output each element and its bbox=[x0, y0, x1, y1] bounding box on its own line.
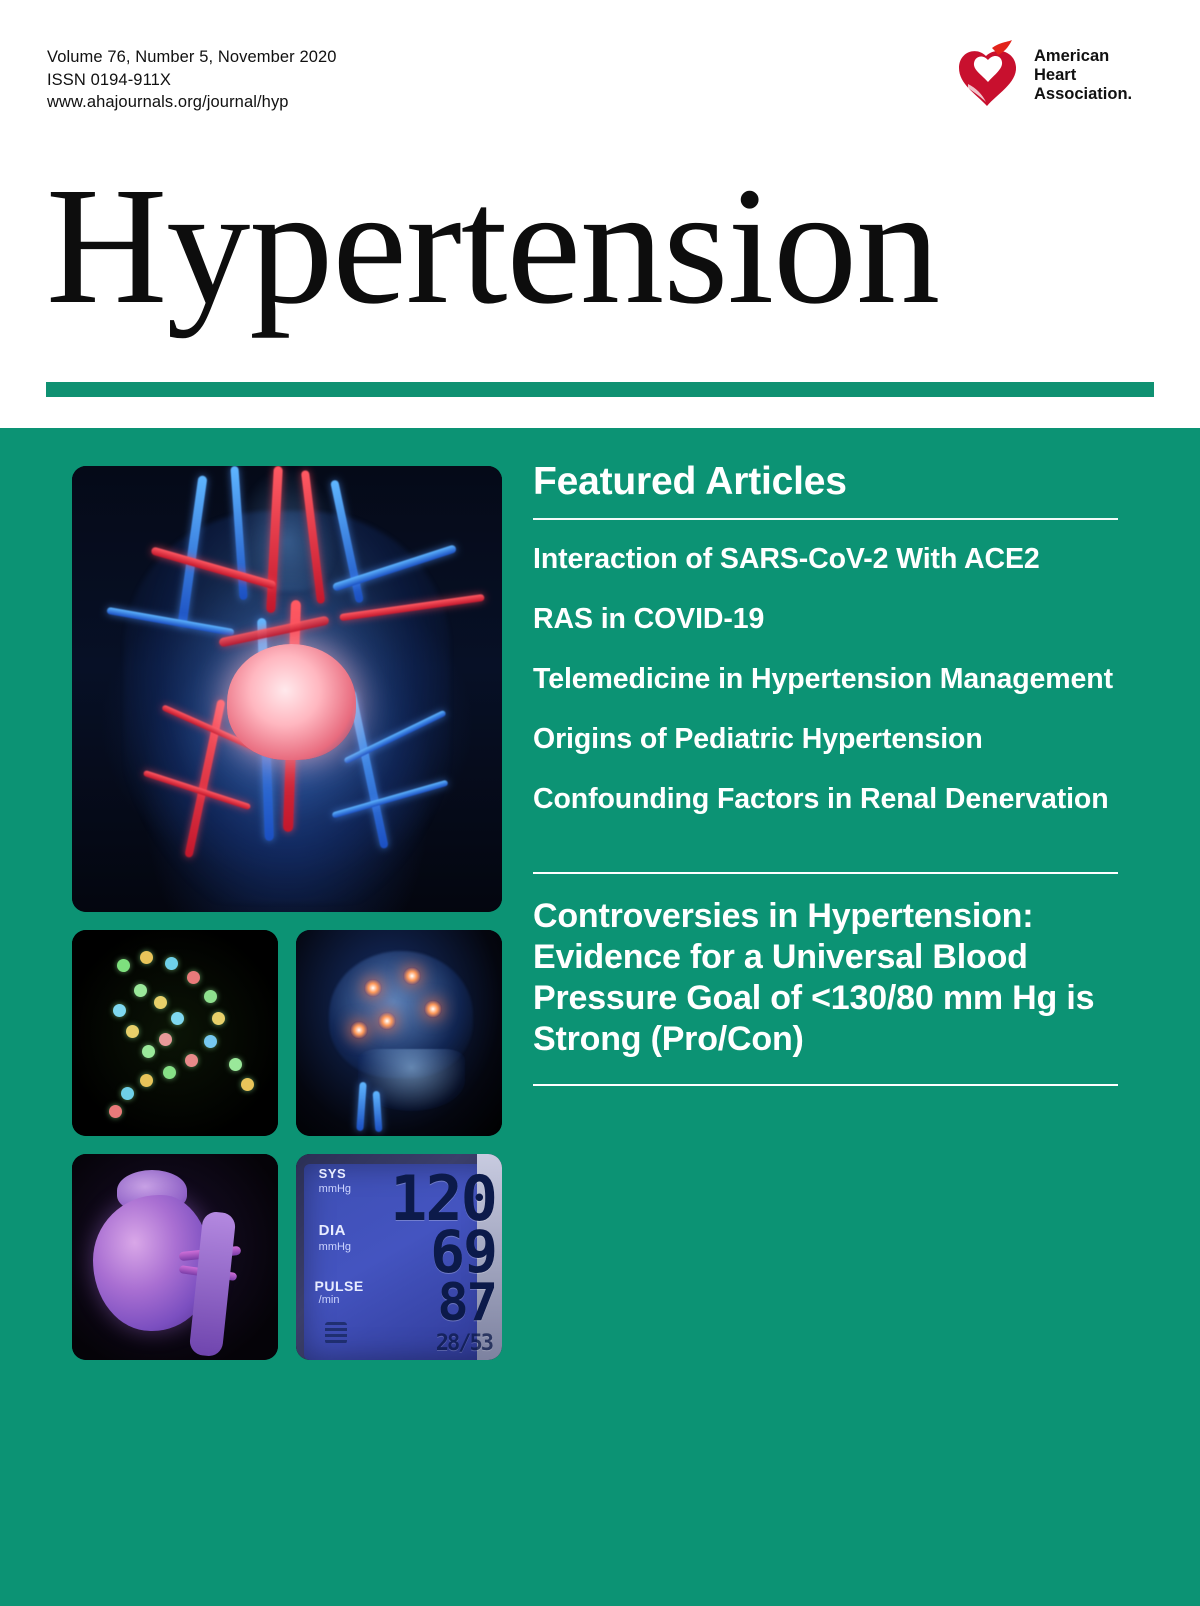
bp-pulse-label: PULSE bbox=[314, 1277, 364, 1294]
featured-articles-heading: Featured Articles bbox=[533, 460, 847, 503]
bp-dia-value: 69 bbox=[430, 1217, 496, 1286]
masthead bbox=[0, 0, 1200, 430]
featured-article-1[interactable]: Interaction of SARS-CoV-2 With ACE2 bbox=[533, 543, 1040, 575]
controversy-block bbox=[533, 872, 1121, 1086]
cover-panel bbox=[0, 428, 1200, 1606]
cover-image-grid bbox=[72, 466, 502, 1360]
title-divider bbox=[46, 382, 1154, 397]
journal-url[interactable]: www.ahajournals.org/journal/hyp bbox=[47, 93, 289, 111]
featured-article-3[interactable]: Telemedicine in Hypertension Management bbox=[533, 663, 1113, 695]
issn-line: ISSN 0194-911X bbox=[47, 70, 172, 89]
bp-pulse-value: 87 bbox=[437, 1273, 496, 1334]
page-title: Hypertension bbox=[46, 153, 940, 339]
aha-heart-torch-icon bbox=[952, 38, 1024, 112]
aha-logo-line3: Association. bbox=[1034, 84, 1133, 103]
featured-article-2[interactable]: RAS in COVID-19 bbox=[533, 603, 765, 635]
bp-pulse-unit: /min bbox=[318, 1294, 340, 1307]
bp-sys-unit: mmHg bbox=[318, 1182, 352, 1195]
aha-logo-text bbox=[1034, 47, 1132, 104]
bp-dia-label: DIA bbox=[318, 1221, 346, 1239]
featured-divider bbox=[533, 518, 1118, 520]
bp-dia-unit: mmHg bbox=[318, 1240, 352, 1253]
kidney-illustration bbox=[72, 1154, 278, 1360]
controversy-divider-top bbox=[533, 872, 1118, 874]
heart-circulation-illustration bbox=[72, 466, 502, 912]
dna-helix-illustration bbox=[72, 930, 278, 1136]
bp-sys-label: SYS bbox=[318, 1166, 347, 1182]
featured-article-4[interactable]: Origins of Pediatric Hypertension bbox=[533, 723, 983, 755]
aha-logo-line1: American bbox=[1034, 46, 1110, 65]
aha-logo-line2: Heart bbox=[1034, 65, 1077, 84]
featured-article-5[interactable]: Confounding Factors in Renal Denervation bbox=[533, 783, 1109, 815]
memory-icon bbox=[325, 1322, 347, 1344]
issue-information bbox=[47, 46, 337, 114]
bp-date-value: 28/53 bbox=[435, 1331, 492, 1357]
controversy-title[interactable]: Controversies in Hypertension: Evidence for a Universal Blood Pressure Goal of <130/80 mm Hg is Strong (Pro/Con) bbox=[533, 897, 1095, 1058]
aha-logo bbox=[952, 30, 1152, 120]
bp-sys-value: 120 bbox=[390, 1162, 496, 1236]
brain-activity-illustration bbox=[296, 930, 502, 1136]
controversy-divider-bottom bbox=[533, 1084, 1118, 1086]
volume-line: Volume 76, Number 5, November 2020 bbox=[47, 48, 337, 66]
cover-text-column bbox=[533, 460, 1121, 1086]
blood-pressure-monitor-photo bbox=[296, 1154, 502, 1360]
